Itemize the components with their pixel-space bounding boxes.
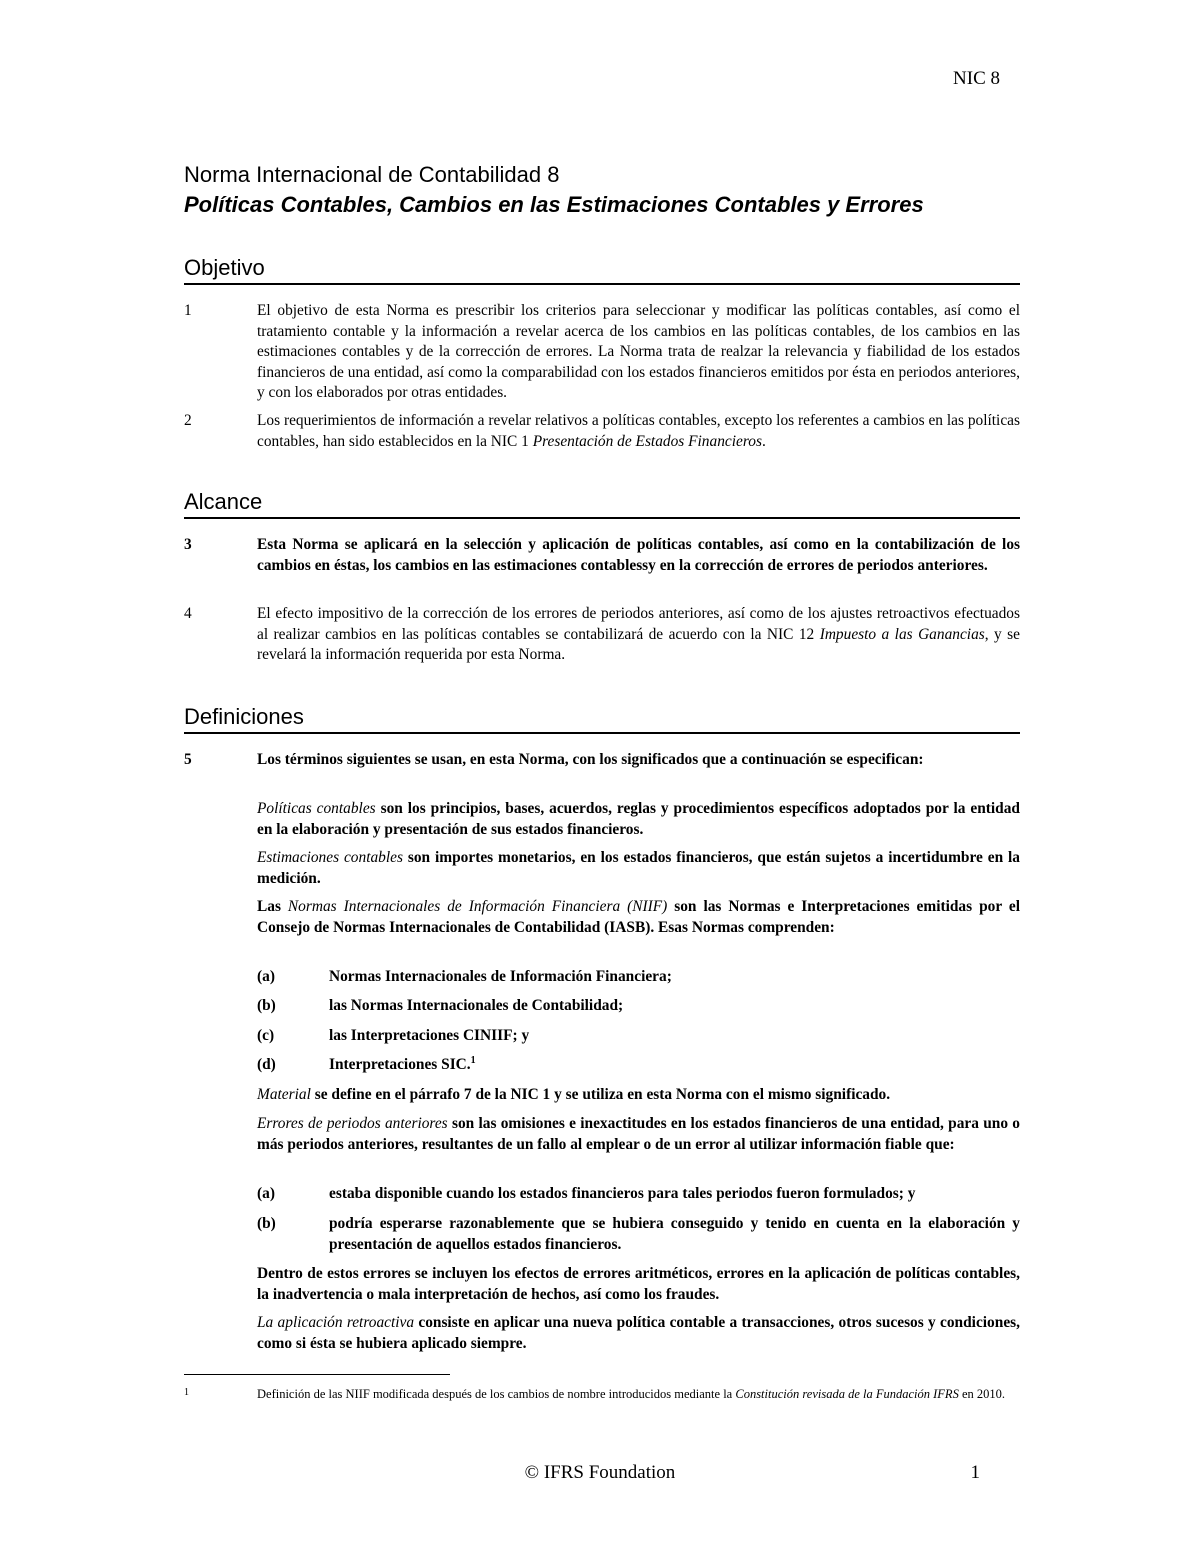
paragraph-number: 5	[184, 751, 192, 768]
paragraph-number: 3	[184, 536, 192, 553]
list-item-text: podría esperarse razonablemente que se hubiera conseguido y tenido en cuenta en la elaboración y presentación de aquellos estados financieros.	[329, 1215, 1020, 1253]
page-number: 1	[970, 1462, 980, 1483]
list-item	[257, 1026, 1020, 1047]
footer-copyright: © IFRS Foundation	[524, 1462, 676, 1483]
definition-errores	[257, 1114, 1020, 1155]
reference-title: Impuesto a las Ganancias	[819, 625, 985, 643]
footnote-text	[257, 1386, 1020, 1403]
text-span: Definición de las NIIF modificada después de los cambios de nombre introducidos mediante la	[257, 1387, 736, 1401]
text-span: Las	[257, 898, 288, 915]
title-line: Norma Internacional de Contabilidad 8	[184, 162, 560, 187]
definition-aplicacion-retroactiva	[257, 1313, 1020, 1354]
list-item-label: (b)	[257, 1215, 276, 1232]
page-header-standard-id: NIC 8	[953, 68, 1000, 89]
paragraph-text: Los términos siguientes se usan, en esta Norma, con los significados que a continuación se especifican:	[257, 751, 924, 768]
document-title	[184, 160, 1020, 220]
definition-text: son las omisiones e inexactitudes en los estados financieros de una entidad, para uno o más periodos anteriores, resultantes de un fallo al emplear o de un error al utilizar información fiable que:	[257, 1115, 1020, 1153]
definition-material	[257, 1085, 1020, 1106]
definition-text: son las Normas e Interpretaciones emitidas por el Consejo de Normas Internacionales de Contabilidad (IASB). Esas Normas comprenden:	[257, 898, 1020, 936]
paragraph-number: 1	[184, 302, 192, 319]
section-heading-definiciones: Definiciones	[184, 704, 1020, 734]
text-span: en 2010.	[958, 1387, 1006, 1401]
defined-term: La aplicación retroactiva	[257, 1314, 415, 1331]
paragraph-text: El objetivo de esta Norma es prescribir los criterios para seleccionar y modificar las políticas contables, así como el tratamiento contable y la información a revelar acerca de los cambios en las políticas contables, de los cambios en las estimaciones contables y de la corrección de errores. La Norma trata de realzar la relevancia y fiabilidad de los estados financieros de una entidad, así como la comparabilidad con los estados financieros emitidos por ésta en periodos anteriores, y con los elaborados por otras entidades.	[257, 302, 1020, 401]
list-item	[257, 1184, 1020, 1205]
text-span: .	[761, 432, 766, 450]
footnote-separator	[184, 1374, 450, 1375]
defined-term: Normas Internacionales de Información Financiera (NIIF)	[287, 898, 668, 915]
paragraph-4	[184, 604, 1020, 666]
list-item	[257, 967, 1020, 988]
paragraph-3	[184, 535, 1020, 576]
reference-title: Presentación de Estados Financieros	[532, 432, 762, 450]
defined-term: Estimaciones contables	[257, 849, 403, 866]
footnote-reference: 1	[470, 1054, 476, 1066]
reference-title: Constitución revisada de la Fundación IFRS	[735, 1387, 959, 1401]
definition-niif	[257, 897, 1020, 938]
paragraph-text	[257, 604, 1020, 666]
paragraph-text: Esta Norma se aplicará en la selección y aplicación de políticas contables, así como en la contabilización de los cambios en éstas, los cambios en las estimaciones contablessy en la corrección de errores de periodos anteriores.	[257, 536, 1020, 574]
paragraph-1	[184, 301, 1020, 404]
text-span: Los requerimientos de información a revelar relativos a políticas contables, excepto los referentes a cambios en las políticas contables, han sido establecidos en la NIC 1	[257, 412, 1020, 450]
footnote-number: 1	[184, 1387, 189, 1398]
defined-term: Material	[257, 1086, 311, 1103]
paragraph-number: 4	[184, 605, 192, 622]
section-heading-objetivo: Objetivo	[184, 255, 1020, 285]
definition-text: son los principios, bases, acuerdos, reglas y procedimientos específicos adoptados por la entidad en la elaboración y presentación de sus estados financieros.	[257, 800, 1020, 838]
list-item-text: las Interpretaciones CINIIF; y	[329, 1027, 530, 1044]
list-item	[257, 1214, 1020, 1255]
paragraph-number: 2	[184, 412, 192, 429]
paragraph-2	[184, 411, 1020, 452]
list-item	[257, 996, 1020, 1017]
list-item	[257, 1055, 1020, 1076]
defined-term: Errores de periodos anteriores	[257, 1115, 448, 1132]
text-span: , y se revelará la información requerida por esta Norma.	[257, 625, 1020, 663]
list-item-label: (a)	[257, 968, 275, 985]
definition-text: se define en el párrafo 7 de la NIC 1 y se utiliza en esta Norma con el mismo significado.	[310, 1086, 891, 1103]
list-item-label: (a)	[257, 1185, 275, 1202]
section-heading-alcance: Alcance	[184, 489, 1020, 519]
definition-politicas-contables	[257, 799, 1020, 840]
list-item-text: Normas Internacionales de Información Financiera;	[329, 968, 672, 985]
text-span: El efecto impositivo de la corrección de los errores de periodos anteriores, así como de los ajustes retroactivos efectuados al realizar cambios en las políticas contables se contabilizará de acuerdo con la NIC 12	[257, 605, 1020, 643]
list-item-label: (c)	[257, 1027, 275, 1044]
paragraph-text	[257, 411, 1020, 452]
list-item-label: (d)	[257, 1056, 276, 1073]
paragraph-5	[184, 750, 1020, 771]
list-item-label: (b)	[257, 997, 276, 1014]
errores-scope-text: Dentro de estos errores se incluyen los efectos de errores aritméticos, errores en la aplicación de políticas contables, la inadvertencia o mala interpretación de hechos, así como los fraudes.	[257, 1265, 1020, 1303]
subtitle-line: Políticas Contables, Cambios en las Estimaciones Contables y Errores	[184, 192, 924, 217]
definition-text: consiste en aplicar una nueva política contable a transacciones, otros sucesos y condiciones, como si ésta se hubiera aplicado siempre.	[257, 1314, 1020, 1352]
list-item-text: las Normas Internacionales de Contabilidad;	[329, 997, 624, 1014]
definition-text: son importes monetarios, en los estados financieros, que están sujetos a incertidumbre en la medición.	[257, 849, 1021, 887]
list-item-text	[329, 1055, 1020, 1076]
text-span: Interpretaciones SIC.	[329, 1056, 471, 1073]
list-item-text: estaba disponible cuando los estados financieros para tales periodos fueron formulados; y	[329, 1185, 916, 1202]
definition-estimaciones-contables	[257, 848, 1020, 889]
footnote	[184, 1386, 1020, 1403]
defined-term: Políticas contables	[257, 800, 376, 817]
